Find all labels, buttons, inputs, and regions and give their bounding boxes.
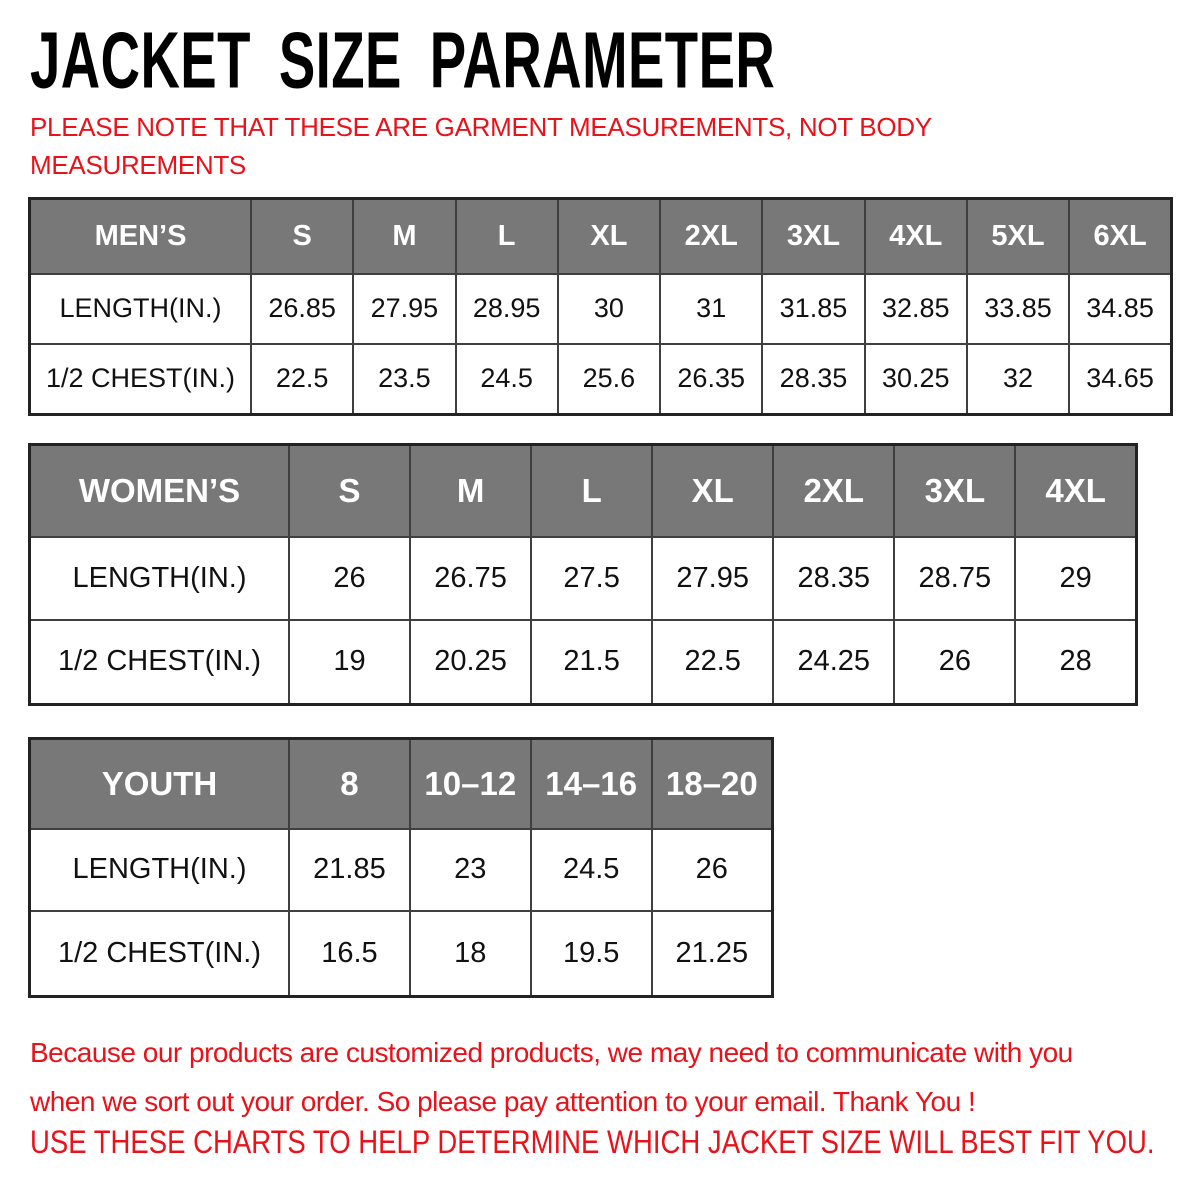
size-label-cell: L [531, 445, 652, 537]
size-label-cell: L [456, 199, 558, 274]
measurement-value-cell: 29 [1015, 537, 1136, 620]
size-label-cell: 10–12 [410, 739, 531, 829]
measurement-value-cell: 26.35 [660, 344, 762, 415]
group-label-cell: YOUTH [30, 739, 290, 829]
size-label-cell: 2XL [773, 445, 894, 537]
size-label-cell: 3XL [762, 199, 864, 274]
measurement-value-cell: 32 [967, 344, 1069, 415]
measurement-label-cell: 1/2 CHEST(IN.) [30, 911, 290, 997]
size-label-cell: S [251, 199, 353, 274]
measurement-value-cell: 30 [558, 274, 660, 344]
size-label-cell: M [410, 445, 531, 537]
customization-notice-line-1: Because our products are customized products, we may need to communicate with you [30, 1037, 1073, 1068]
measurement-value-cell: 26 [652, 829, 773, 911]
measurement-value-cell: 21.25 [652, 911, 773, 997]
measurement-label-cell: LENGTH(IN.) [30, 829, 290, 911]
measurement-value-cell: 30.25 [865, 344, 967, 415]
page-title: JACKET SIZE PARAMETER [30, 17, 776, 106]
size-label-cell: 14–16 [531, 739, 652, 829]
measurement-value-cell: 21.5 [531, 620, 652, 705]
measurement-value-cell: 28.35 [773, 537, 894, 620]
size-label-cell: 2XL [660, 199, 762, 274]
measurement-row [30, 344, 1172, 415]
measurement-value-cell: 22.5 [652, 620, 773, 705]
fit-advice-line: USE THESE CHARTS TO HELP DETERMINE WHICH JACKET SIZE WILL BEST FIT YOU. [30, 1124, 1155, 1160]
size-label-cell: 6XL [1069, 199, 1171, 274]
measurement-value-cell: 33.85 [967, 274, 1069, 344]
size-label-cell: 4XL [1015, 445, 1136, 537]
measurement-value-cell: 20.25 [410, 620, 531, 705]
measurement-value-cell: 26 [894, 620, 1015, 705]
size-label-cell: 3XL [894, 445, 1015, 537]
measurement-value-cell: 25.6 [558, 344, 660, 415]
group-label-cell: WOMEN’S [30, 445, 290, 537]
measurement-label-cell: 1/2 CHEST(IN.) [30, 344, 252, 415]
customization-notice [30, 1028, 1073, 1126]
measurement-value-cell: 28.95 [456, 274, 558, 344]
size-label-cell: M [353, 199, 455, 274]
size-header-row [30, 199, 1172, 274]
measurement-value-cell: 18 [410, 911, 531, 997]
youth-size-table [28, 737, 774, 998]
measurement-value-cell: 28.35 [762, 344, 864, 415]
group-label-cell: MEN’S [30, 199, 252, 274]
measurement-value-cell: 27.5 [531, 537, 652, 620]
measurement-value-cell: 23 [410, 829, 531, 911]
measurement-value-cell: 24.25 [773, 620, 894, 705]
measurement-value-cell: 16.5 [289, 911, 410, 997]
measurement-row [30, 537, 1137, 620]
measurement-value-cell: 26 [289, 537, 410, 620]
measurement-value-cell: 19 [289, 620, 410, 705]
measurement-label-cell: LENGTH(IN.) [30, 274, 252, 344]
measurement-value-cell: 26.75 [410, 537, 531, 620]
customization-notice-line-2: when we sort out your order. So please pay attention to your email. Thank You ! [30, 1086, 976, 1117]
measurement-value-cell: 22.5 [251, 344, 353, 415]
measurement-label-cell: 1/2 CHEST(IN.) [30, 620, 290, 705]
measurement-row [30, 620, 1137, 705]
measurement-value-cell: 28.75 [894, 537, 1015, 620]
measurement-label-cell: LENGTH(IN.) [30, 537, 290, 620]
size-label-cell: 18–20 [652, 739, 773, 829]
size-label-cell: 4XL [865, 199, 967, 274]
measurement-value-cell: 26.85 [251, 274, 353, 344]
size-header-row [30, 445, 1137, 537]
measurement-value-cell: 27.95 [353, 274, 455, 344]
garment-measurement-note [30, 108, 932, 184]
measurement-value-cell: 21.85 [289, 829, 410, 911]
size-label-cell: S [289, 445, 410, 537]
size-label-cell: XL [558, 199, 660, 274]
measurement-value-cell: 24.5 [456, 344, 558, 415]
mens-size-table [28, 197, 1173, 416]
size-label-cell: XL [652, 445, 773, 537]
measurement-value-cell: 23.5 [353, 344, 455, 415]
measurement-value-cell: 34.65 [1069, 344, 1171, 415]
size-header-row [30, 739, 773, 829]
measurement-value-cell: 24.5 [531, 829, 652, 911]
womens-size-table [28, 443, 1138, 706]
measurement-value-cell: 31.85 [762, 274, 864, 344]
measurement-value-cell: 34.85 [1069, 274, 1171, 344]
size-label-cell: 5XL [967, 199, 1069, 274]
measurement-value-cell: 19.5 [531, 911, 652, 997]
garment-measurement-note-line-1: PLEASE NOTE THAT THESE ARE GARMENT MEASUREMENTS, NOT BODY [30, 112, 932, 142]
measurement-value-cell: 28 [1015, 620, 1136, 705]
size-label-cell: 8 [289, 739, 410, 829]
measurement-value-cell: 32.85 [865, 274, 967, 344]
measurement-row [30, 829, 773, 911]
measurement-row [30, 911, 773, 997]
measurement-row [30, 274, 1172, 344]
garment-measurement-note-line-2: MEASUREMENTS [30, 150, 246, 180]
measurement-value-cell: 31 [660, 274, 762, 344]
measurement-value-cell: 27.95 [652, 537, 773, 620]
